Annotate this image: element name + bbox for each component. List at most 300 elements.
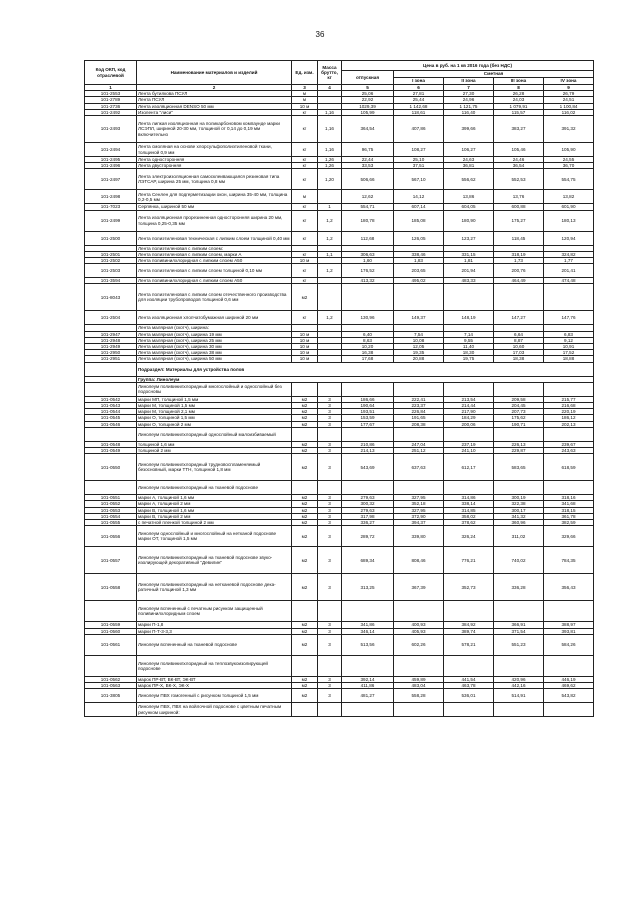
price-release: 392,14: [342, 676, 394, 682]
item-code: 101-2947: [85, 331, 137, 337]
item-code: 101-2493: [85, 116, 137, 143]
item-name: Линолеум поливинилхлоридный на нетканевой подоснове дека-ратичный толщиной 1,3 мм: [137, 574, 292, 601]
item-code: [85, 481, 137, 495]
item-unit: м2: [292, 284, 318, 311]
item-code: 101-2502: [85, 258, 137, 264]
item-name: марок ПР-ВТ, ВК-ВТ, ЭК-ВТ: [137, 676, 292, 682]
section-row: [85, 362, 594, 376]
price-zone2: 7,14: [444, 331, 494, 337]
price-zone4: [544, 481, 594, 495]
item-unit: кг: [292, 116, 318, 143]
item-name: Лента бутилкова ПСУЛ: [137, 91, 292, 97]
price-release: 17,68: [342, 356, 394, 362]
item-mass: 3: [318, 574, 342, 601]
price-zone3: 26,28: [494, 91, 544, 97]
price-release: [342, 284, 394, 311]
item-unit: м2: [292, 622, 318, 628]
price-zone4: 105,90: [544, 143, 594, 157]
item-name: Линолеум однослойный и многослойный на нетканой подоснове марки ОТ, толщиной 1,5 мм: [137, 526, 292, 547]
price-zone2: 24,96: [444, 97, 494, 103]
price-zone1: 637,63: [394, 454, 444, 481]
item-mass: 3: [318, 547, 342, 574]
item-name: Лента полиэтиленовая с липким слоем толщиной 0,10 мм: [137, 264, 292, 278]
price-zone2: 24,63: [444, 157, 494, 163]
item-unit: 10 м: [292, 331, 318, 337]
price-release: [342, 703, 394, 717]
item-mass: [318, 382, 342, 396]
item-name: с печатной пленкой толщиной 2 мм: [137, 520, 292, 526]
price-zone4: 324,82: [544, 251, 594, 257]
item-unit: [292, 427, 318, 441]
price-zone2: 358,02: [444, 513, 494, 519]
price-release: 279,63: [342, 507, 394, 513]
item-mass: [318, 427, 342, 441]
price-release: 210,86: [342, 441, 394, 447]
item-unit: м2: [292, 507, 318, 513]
price-zone1: 208,38: [394, 421, 444, 427]
table-body: [85, 91, 594, 717]
price-zone3: 18,38: [494, 356, 544, 362]
price-zone1: [394, 655, 444, 676]
item-name: Линолеум поливинилхлоридный трудновоспламеняемый безосновный, марки ТТН, толщиной 1,8 мм: [137, 454, 292, 481]
item-code: 101-0562: [85, 676, 137, 682]
price-zone2: [444, 427, 494, 441]
price-zone2: 213,54: [444, 396, 494, 402]
price-zone3: 420,96: [494, 676, 544, 682]
price-zone2: 11,40: [444, 344, 494, 350]
col-number: 4: [318, 85, 342, 91]
item-code: 101-0546: [85, 421, 137, 427]
table-row: [85, 703, 594, 717]
price-zone2: 441,54: [444, 676, 494, 682]
table-row: [85, 210, 594, 231]
price-zone2: 378,62: [444, 520, 494, 526]
item-unit: кг: [292, 143, 318, 157]
price-zone3: 115,57: [494, 109, 544, 115]
price-zone3: 311,02: [494, 526, 544, 547]
price-zone4: 469,62: [544, 682, 594, 688]
price-release: [342, 481, 394, 495]
item-name: Линолеум поливинилхлоридный на теплозвукоизолирующей подоснове: [137, 655, 292, 676]
price-zone3: 24,46: [494, 157, 544, 163]
item-mass: 1,16: [318, 143, 342, 157]
price-release: 513,56: [342, 634, 394, 655]
price-zone3: 105,46: [494, 143, 544, 157]
item-unit: м2: [292, 689, 318, 703]
price-zone3: 583,65: [494, 454, 544, 481]
item-name: Лента изоляционная хлопчатобумажная шириной 20 мм: [137, 311, 292, 325]
item-code: 101-2492: [85, 109, 137, 115]
item-code: 101-7023: [85, 204, 137, 210]
table-row: [85, 169, 594, 190]
price-zone3: 552,53: [494, 169, 544, 190]
item-name: марки М, толщиной 1,5 мм: [137, 403, 292, 409]
item-name: марки О, толщиной 1,5 мм: [137, 415, 292, 421]
price-zone1: 223,37: [394, 403, 444, 409]
item-unit: м2: [292, 441, 318, 447]
item-unit: м: [292, 91, 318, 97]
price-zone3: 24,03: [494, 97, 544, 103]
item-unit: м2: [292, 547, 318, 574]
col-number: 5: [342, 85, 394, 91]
item-code: [85, 382, 137, 396]
item-name: Линолеум поливинилхлоридный однослойный малоизбиваемый: [137, 427, 292, 441]
price-release: 22,92: [342, 97, 394, 103]
price-zone4: 17,52: [544, 350, 594, 356]
price-zone4: 13,82: [544, 190, 594, 204]
price-zone2: 1,81: [444, 258, 494, 264]
table-row: [85, 284, 594, 311]
price-zone4: 9,12: [544, 337, 594, 343]
price-zone3: 175,27: [494, 210, 544, 231]
price-zone2: 9,55: [444, 337, 494, 343]
price-zone2: 399,66: [444, 116, 494, 143]
item-unit: м: [292, 190, 318, 204]
item-mass: 1,2: [318, 264, 342, 278]
price-zone2: 123,27: [444, 231, 494, 245]
header-name: Наименование материалов и изделий: [137, 61, 292, 85]
price-release: 193,51: [342, 409, 394, 415]
item-code: 101-2495: [85, 157, 137, 163]
price-zone1: 226,84: [394, 409, 444, 415]
item-name: Серпянка, шириной 50 мм: [137, 204, 292, 210]
price-zone2: 27,30: [444, 91, 494, 97]
item-unit: м2: [292, 676, 318, 682]
table-row: [85, 116, 594, 143]
price-zone4: 784,35: [544, 547, 594, 574]
price-release: 16,38: [342, 350, 394, 356]
item-code: 101-0557: [85, 547, 137, 574]
price-release: 364,54: [342, 116, 394, 143]
item-unit: кг: [292, 264, 318, 278]
price-zone4: 220,19: [544, 409, 594, 415]
col-number: 2: [137, 85, 292, 91]
item-name: Линолеум вспененный на тканевой подоснове: [137, 634, 292, 655]
price-zone4: 24,55: [544, 157, 594, 163]
price-release: 289,72: [342, 526, 394, 547]
item-mass: [318, 284, 342, 311]
item-name: Лента малярная (скотч), ширина 25 мм: [137, 337, 292, 343]
price-zone4: 361,78: [544, 513, 594, 519]
price-zone1: 602,26: [394, 634, 444, 655]
price-zone1: 203,65: [394, 264, 444, 278]
price-zone1: 14,12: [394, 190, 444, 204]
item-unit: м2: [292, 520, 318, 526]
item-code: 101-2497: [85, 169, 137, 190]
item-mass: 3: [318, 526, 342, 547]
price-zone1: 338,46: [394, 251, 444, 257]
price-zone4: 341,68: [544, 501, 594, 507]
price-zone4: 318,16: [544, 495, 594, 501]
item-unit: кг: [292, 163, 318, 169]
item-code: 101-2949: [85, 344, 137, 350]
price-zone3: 200,76: [494, 264, 544, 278]
price-zone1: [394, 284, 444, 311]
item-name: Изолента "лиси": [137, 109, 292, 115]
price-zone2: 604,05: [444, 204, 494, 210]
item-code: 101-0553: [85, 507, 137, 513]
price-zone3: 442,16: [494, 682, 544, 688]
item-name: Лента малярная (скотч), ширина 50 мм: [137, 356, 292, 362]
item-name: Лента поливинилхлоридная с липким слоем А50: [137, 258, 292, 264]
item-mass: 1,16: [318, 116, 342, 143]
price-zone3: 207,73: [494, 409, 544, 415]
item-unit: м2: [292, 501, 318, 507]
item-unit: м2: [292, 403, 318, 409]
table-row: [85, 231, 594, 245]
price-zone1: 118,61: [394, 109, 444, 115]
item-code: 101-3594: [85, 278, 137, 284]
price-zone3: 10,60: [494, 344, 544, 350]
price-release: 543,69: [342, 454, 394, 481]
item-code: 101-0552: [85, 501, 137, 507]
item-name: Лента полиэтиленовая техническая с липким слоем толщиной 0,40 мм: [137, 231, 292, 245]
price-zone4: 215,77: [544, 396, 594, 402]
item-unit: кг: [292, 169, 318, 190]
price-zone1: 12,05: [394, 344, 444, 350]
header-price-group: Цена в руб. на 1 кв 2016 года (без НДС): [342, 61, 594, 71]
item-code: [85, 427, 137, 441]
table-row: [85, 634, 594, 655]
price-zone4: 216,68: [544, 403, 594, 409]
price-zone2: 1 121,75: [444, 103, 494, 109]
item-code: 101-0555: [85, 520, 137, 526]
col-number: 3: [292, 85, 318, 91]
item-mass: 3: [318, 441, 342, 447]
item-name: Лента липкая изоляционная на поликарбоновом компаунде марки ЛСЭПЛ, шириной 20-30 мм, толщиной от 0,14 до 0,19 мм включительно: [137, 116, 292, 143]
item-mass: [318, 190, 342, 204]
item-code: 101-2950: [85, 350, 137, 356]
price-zone1: 185,08: [394, 210, 444, 231]
item-code: 101-2501: [85, 251, 137, 257]
price-zone4: [544, 284, 594, 311]
price-release: 96,75: [342, 143, 394, 157]
price-zone1: 400,93: [394, 622, 444, 628]
price-zone4: 329,66: [544, 526, 594, 547]
price-release: [342, 655, 394, 676]
price-zone3: 1 079,91: [494, 103, 544, 109]
price-zone2: [444, 284, 494, 311]
item-mass: 3: [318, 682, 342, 688]
price-release: 317,98: [342, 513, 394, 519]
price-release: 25,06: [342, 91, 394, 97]
item-code: 101-0563: [85, 682, 137, 688]
item-name: марки М, толщиной 2,1 мм: [137, 409, 292, 415]
item-code: 101-0549: [85, 448, 137, 454]
item-name: Лента малярная (скотч), ширина 19 мм: [137, 331, 292, 337]
item-name: Линолеум вспененный с печатным рисунком защищенный поливинилхлоридным слоем: [137, 601, 292, 622]
price-zone3: 318,19: [494, 251, 544, 257]
price-zone3: 371,54: [494, 628, 544, 634]
price-zone3: 6,64: [494, 331, 544, 337]
item-code: 101-0556: [85, 526, 137, 547]
item-unit: 10 м: [292, 258, 318, 264]
item-unit: [292, 481, 318, 495]
price-release: 411,86: [342, 682, 394, 688]
price-zone4: 382,59: [544, 520, 594, 526]
price-zone1: 327,95: [394, 507, 444, 513]
item-unit: кг: [292, 204, 318, 210]
item-unit: м: [292, 97, 318, 103]
price-zone1: 149,37: [394, 311, 444, 325]
item-code: 101-2948: [85, 337, 137, 343]
price-zone2: 389,74: [444, 628, 494, 634]
price-zone3: 383,27: [494, 116, 544, 143]
item-code: 101-0544: [85, 409, 137, 415]
col-number: 7: [444, 85, 494, 91]
item-name: Лента полиэтиленовая с липким слоем:: [137, 245, 292, 251]
item-unit: кг: [292, 251, 318, 257]
price-zone3: [494, 703, 544, 717]
item-code: 101-2498: [85, 190, 137, 204]
item-name: марок ПР-Х, ВК-Х, ЭК-Х: [137, 682, 292, 688]
price-zone1: 339,80: [394, 526, 444, 547]
item-unit: м2: [292, 421, 318, 427]
item-mass: 3: [318, 448, 342, 454]
price-zone1: 222,41: [394, 396, 444, 402]
price-zone1: 367,39: [394, 574, 444, 601]
item-mass: [318, 481, 342, 495]
price-zone1: [394, 427, 444, 441]
price-zone4: 24,51: [544, 97, 594, 103]
price-zone4: 147,76: [544, 311, 594, 325]
price-zone4: 618,59: [544, 454, 594, 481]
price-zone4: 186,12: [544, 415, 594, 421]
item-code: 101-0558: [85, 574, 137, 601]
price-release: [342, 382, 394, 396]
item-name: Линолеум ПВХ гомогенный с рисунком толщиной 1,5 мм: [137, 689, 292, 703]
price-zone4: 243,63: [544, 448, 594, 454]
item-name: марки П-1,8: [137, 622, 292, 628]
price-release: [342, 601, 394, 622]
price-zone2: 776,21: [444, 547, 494, 574]
item-mass: 3: [318, 634, 342, 655]
item-unit: м2: [292, 628, 318, 634]
price-release: 105,99: [342, 109, 394, 115]
price-release: 554,71: [342, 204, 394, 210]
table-row: [85, 689, 594, 703]
item-unit: [292, 655, 318, 676]
price-zone1: 27,81: [394, 91, 444, 97]
item-code: 101-2496: [85, 163, 137, 169]
item-name: марки В, толщиной 2 мм: [137, 513, 292, 519]
item-mass: 1,16: [318, 109, 342, 115]
price-zone4: [544, 601, 594, 622]
item-mass: 3: [318, 454, 342, 481]
price-zone2: [444, 655, 494, 676]
price-zone2: 314,86: [444, 495, 494, 501]
price-zone1: 558,28: [394, 689, 444, 703]
item-name: марки МП, толщиной 1,5 мм: [137, 396, 292, 402]
table-row: [85, 526, 594, 547]
price-zone4: 36,70: [544, 163, 594, 169]
price-release: 214,13: [342, 448, 394, 454]
item-unit: [292, 703, 318, 717]
header-release: отпускная: [342, 71, 394, 85]
item-unit: 10 м: [292, 344, 318, 350]
price-release: 177,67: [342, 421, 394, 427]
price-zone1: 108,27: [394, 143, 444, 157]
price-zone1: 191,65: [394, 415, 444, 421]
item-code: 101-0550: [85, 454, 137, 481]
price-zone2: 578,21: [444, 634, 494, 655]
item-mass: 3: [318, 520, 342, 526]
price-zone3: 13,76: [494, 190, 544, 204]
item-code: 101-2503: [85, 264, 137, 278]
table-row: [85, 190, 594, 204]
price-release: 336,27: [342, 520, 394, 526]
price-zone2: 314,85: [444, 507, 494, 513]
item-code: [85, 703, 137, 717]
price-zone4: 26,79: [544, 91, 594, 97]
header-estimate: Сметная: [394, 71, 594, 78]
item-name: Лента двусторонняя: [137, 163, 292, 169]
item-unit: м2: [292, 574, 318, 601]
item-mass: [318, 601, 342, 622]
price-zone4: 554,75: [544, 169, 594, 190]
price-zone4: 1 100,84: [544, 103, 594, 109]
price-zone3: 366,91: [494, 622, 544, 628]
price-release: 689,34: [342, 547, 394, 574]
price-zone1: 1 142,68: [394, 103, 444, 109]
item-mass: 1: [318, 204, 342, 210]
price-zone2: [444, 382, 494, 396]
item-unit: м2: [292, 415, 318, 421]
price-zone3: 551,23: [494, 634, 544, 655]
price-zone2: 483,33: [444, 278, 494, 284]
item-unit: м2: [292, 682, 318, 688]
price-zone3: 118,45: [494, 231, 544, 245]
price-release: 506,66: [342, 169, 394, 190]
price-zone4: 6,83: [544, 331, 594, 337]
table-row: [85, 601, 594, 622]
price-zone1: 10,08: [394, 337, 444, 343]
item-unit: кг: [292, 278, 318, 284]
price-release: 341,86: [342, 622, 394, 628]
table-row: [85, 454, 594, 481]
price-zone1: 1,83: [394, 258, 444, 264]
item-code: 101-2494: [85, 143, 137, 157]
item-code: 101-2504: [85, 311, 137, 325]
item-code: 101-2951: [85, 356, 137, 362]
price-zone4: 202,13: [544, 421, 594, 427]
price-zone1: 372,90: [394, 513, 444, 519]
price-release: 153,59: [342, 415, 394, 421]
price-release: 300,32: [342, 501, 394, 507]
price-release: 481,27: [342, 689, 394, 703]
price-zone4: 120,94: [544, 231, 594, 245]
item-unit: м2: [292, 409, 318, 415]
price-zone2: 116,40: [444, 109, 494, 115]
item-code: 101-0559: [85, 622, 137, 628]
price-zone4: [544, 655, 594, 676]
price-zone2: 612,17: [444, 454, 494, 481]
price-zone2: 180,90: [444, 210, 494, 231]
price-zone2: 148,19: [444, 311, 494, 325]
price-release: 130,96: [342, 311, 394, 325]
item-mass: 3: [318, 689, 342, 703]
price-zone3: 209,58: [494, 396, 544, 402]
item-code: 101-2499: [85, 210, 137, 231]
item-name: Лента односторонняя: [137, 157, 292, 163]
price-zone1: 327,95: [394, 495, 444, 501]
item-name: Лента полиэтиленовая с липким слоем отечественного производства для изоляции трубопроводов толщиной 0,6 мм: [137, 284, 292, 311]
table-row: [85, 574, 594, 601]
item-code: 101-0545: [85, 415, 137, 421]
item-unit: 10 м: [292, 350, 318, 356]
price-zone4: 318,15: [544, 507, 594, 513]
price-zone2: 326,24: [444, 526, 494, 547]
